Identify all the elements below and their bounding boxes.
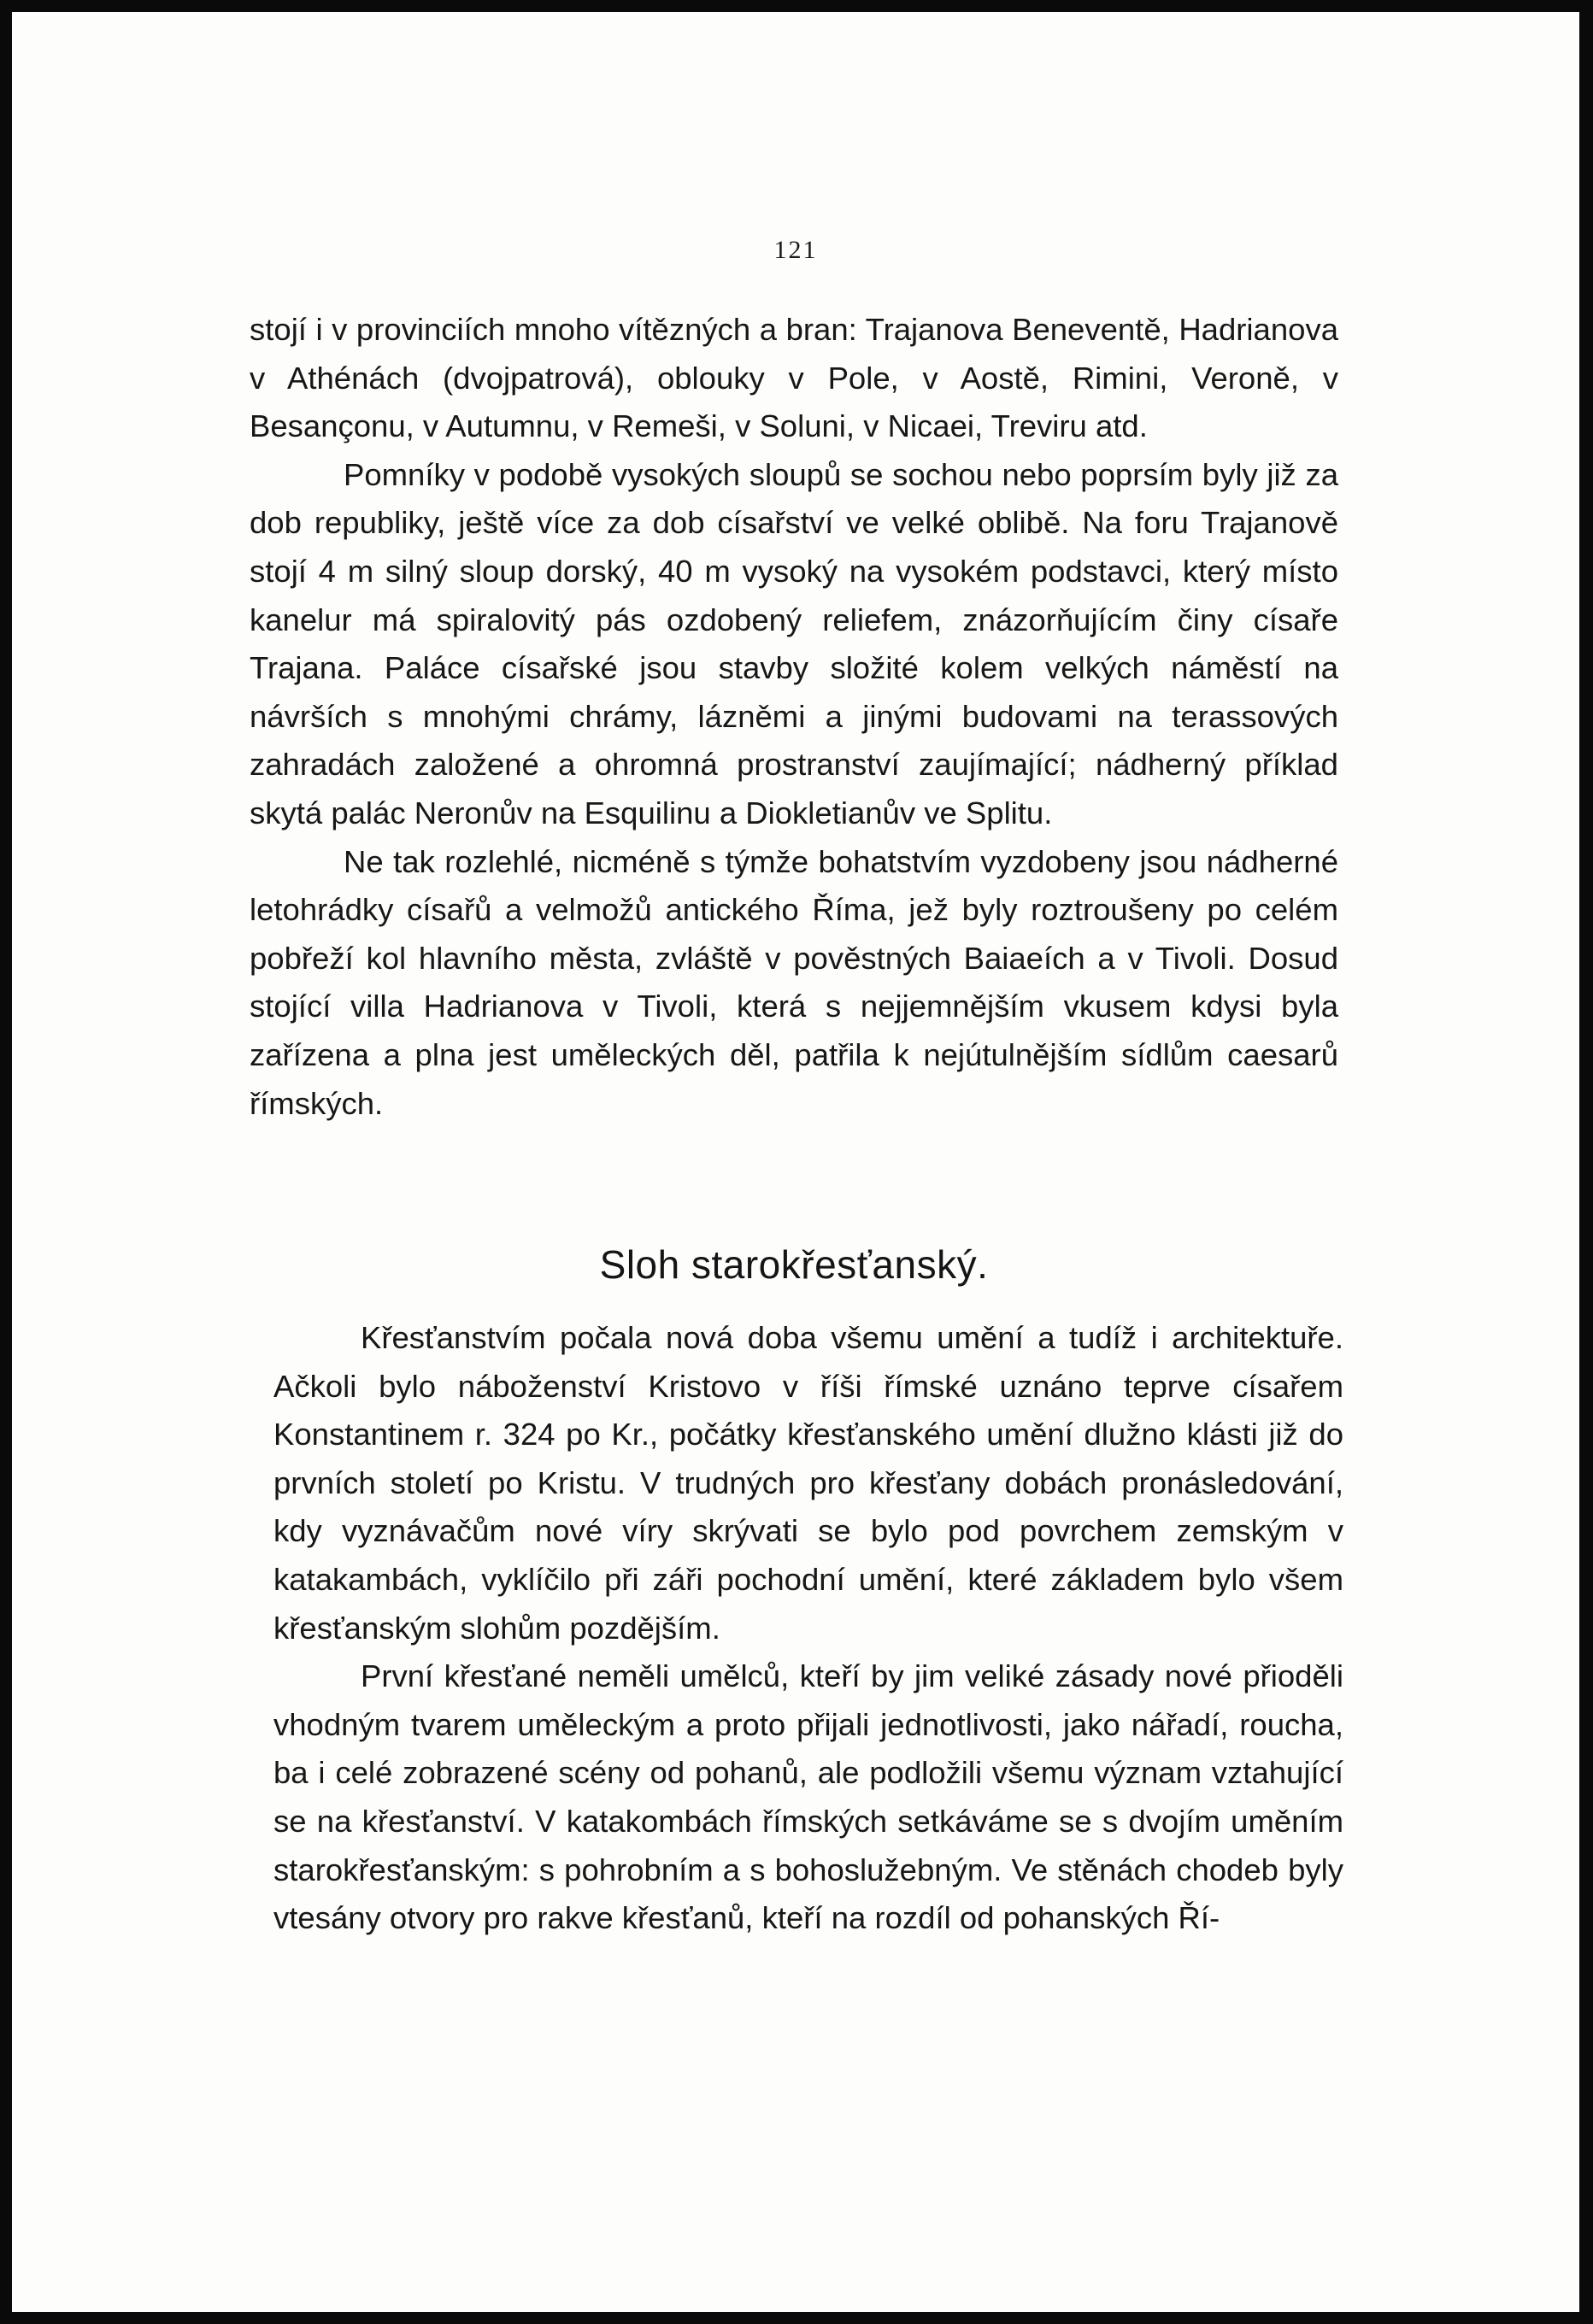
paragraph-1: stojí i v provinciích mnoho vítězných a bran: Trajanova Beneventě, Hadrianova v Athénách (dvojpatrová), oblouky v Pole, v Aostě, Rimini, Veroně, v Besançonu, v Autumnu, v Remeši, v Soluni, v Nicaei, Treviru atd. (250, 312, 1338, 444)
book-page (12, 12, 1579, 2312)
heading-wrap (250, 1239, 1338, 1290)
page-number: 121 (773, 236, 818, 264)
paragraph-4: Křesťanstvím počala nová doba všemu umění a tudíž i architektuře. Ačkoli bylo náboženství Kristovo v říši římské uznáno teprve císařem Konstantinem r. 324 po Kr., počátky křesťanského umění dlužno klásti již do prvních století po Kristu. V trudných pro křesťany dobách pronásledování, kdy vyznávačům nové víry skrývati se bylo pod povrchem zemským v katakambách, vyklíčilo při záři pochodní umění, které základem bylo všem křesťanským slohům pozdějším. (273, 1320, 1343, 1646)
paragraph-2: Pomníky v podobě vysokých sloupů se sochou nebo poprsím byly již za dob republiky, ještě více za dob císařství ve velké oblibě. Na foru Trajanově stojí 4 m silný sloup dorský, 40 m vysoký na vysokém podstavci, který místo kanelur má spiralovitý pás ozdobený reliefem, znázorňujícím činy císaře Trajana. Paláce císařské jsou stavby složité kolem velkých náměstí na návrších s mnohými chrámy, lázněmi a jinými budovami na terassových zahradách založené a ohromná prostranství zaujímající; nádherný příklad skytá palác Neronův na Esquilinu a Diokletianův ve Splitu. (250, 456, 1338, 830)
paragraph-3: Ne tak rozlehlé, nicméně s týmže bohatstvím vyzdobeny jsou nádherné letohrádky císařů a velmožů antického Říma, jež byly roztroušeny po celém pobřeží kol hlavního města, zvláště v pověstných Baiaeích a v Tivoli. Dosud stojící villa Hadrianova v Tivoli, která s nejjemnějším vkusem kdysi byla zařízena a plna jest uměleckých děl, patřila k nejútulnějším sídlům caesarů římských. (250, 843, 1338, 1121)
section-heading: Sloh starokřesťanský. (599, 1242, 989, 1287)
section-early-christian (273, 1314, 1343, 1943)
paragraph-5: První křesťané neměli umělců, kteří by jim veliké zásady nové přioděli vhodným tvarem uměleckým a proto přijali jednotlivosti, jako nářadí, roucha, ba i celé zobrazené scény od pohanů, ale podložili všemu význam vztahující se na křesťanství. V katakombách římských setkáváme se s dvojím uměním starokřesťanským: s pohrobním a s bohoslužebným. Ve stěnách chodeb byly vtesány otvory pro rakve křesťanů, kteří na rozdíl od pohanských Ří- (273, 1658, 1343, 1936)
section-roman-architecture (250, 306, 1338, 1128)
